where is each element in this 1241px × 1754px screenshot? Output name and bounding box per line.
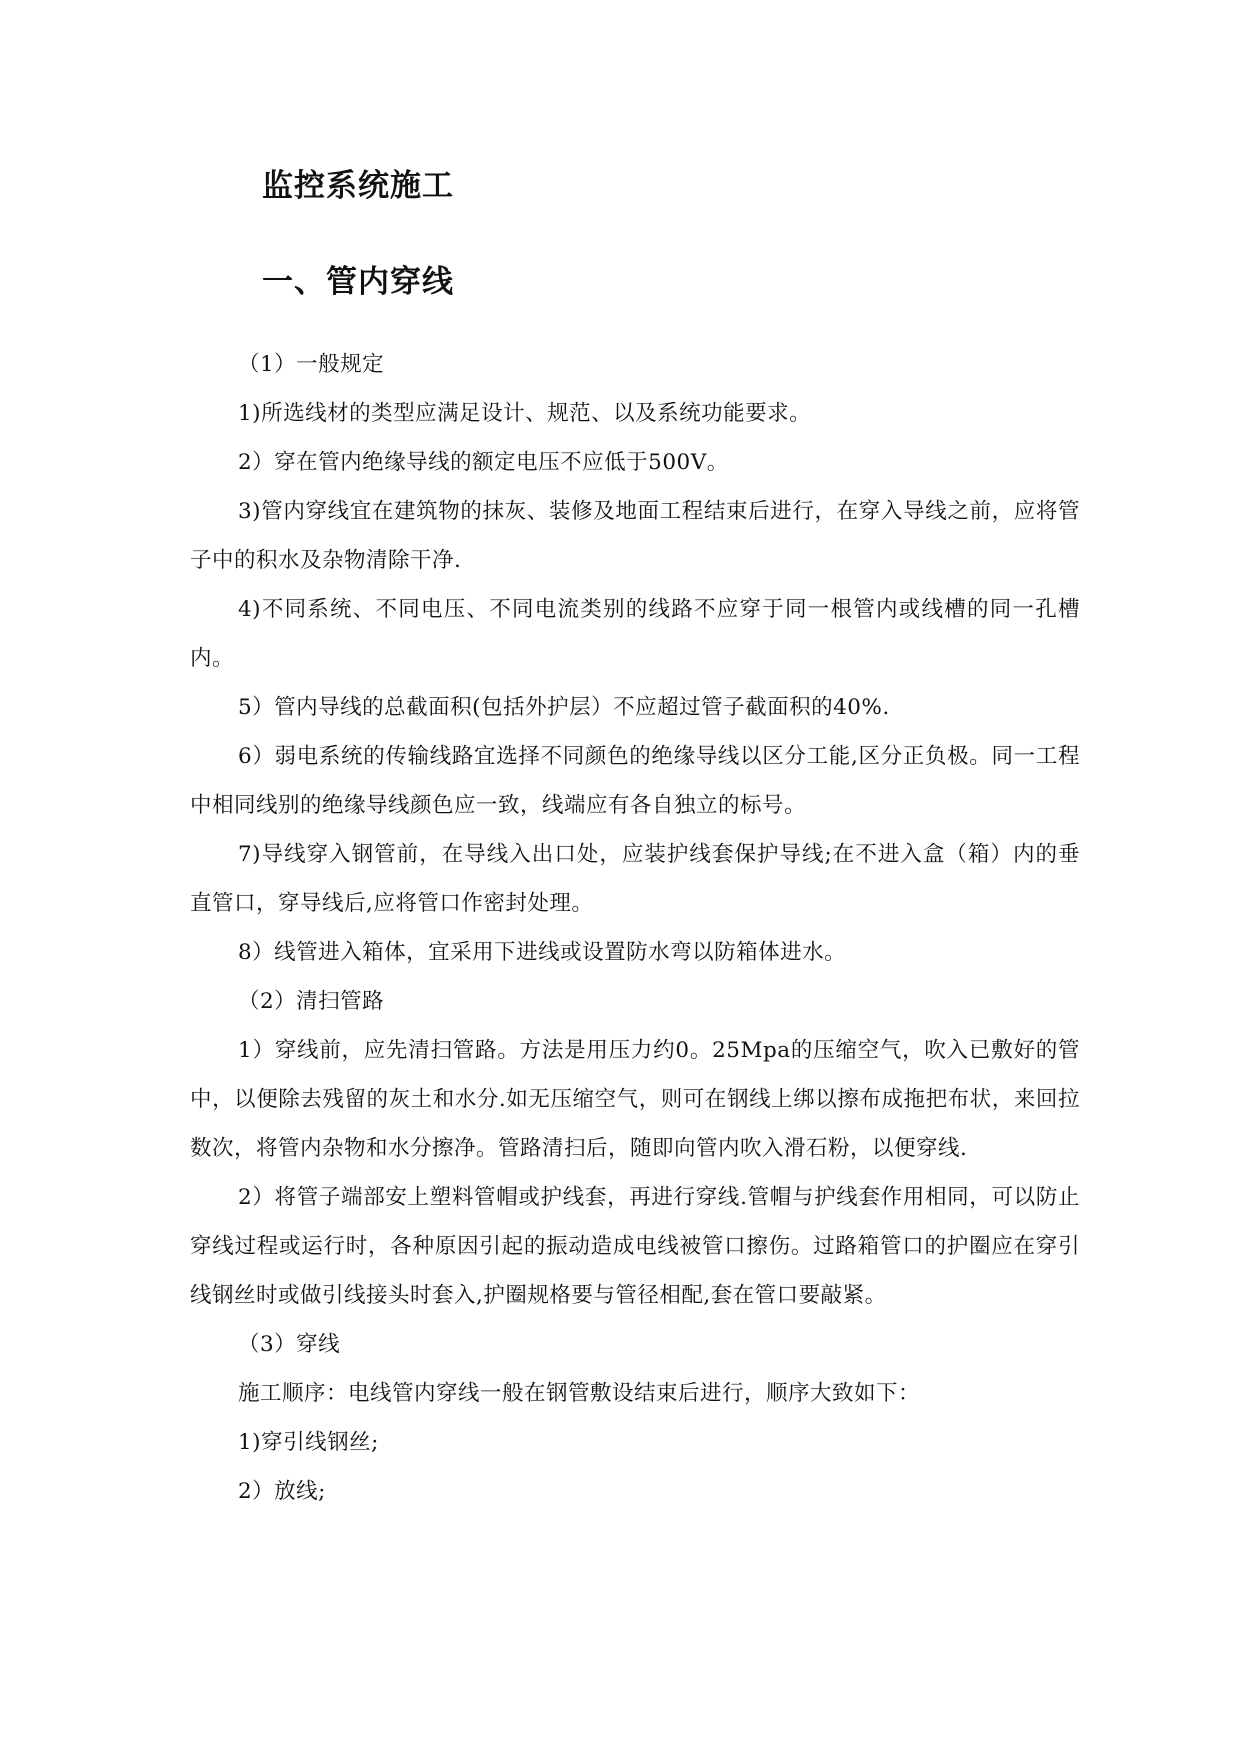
document-body: [190, 340, 1080, 1516]
subsection-heading: （2）清扫管路: [238, 989, 385, 1014]
paragraph: 施工顺序：电线管内穿线一般在钢管敷设结束后进行，顺序大致如下：: [238, 1381, 921, 1406]
paragraph: 7)导线穿入钢管前，在导线入出口处，应装护线套保护导线;在不进入盒（箱）内的垂直管口，穿导线后,应将管口作密封处理。: [190, 842, 1080, 916]
paragraph: 2）放线;: [238, 1479, 326, 1504]
document-title: 监控系统施工: [262, 168, 454, 204]
paragraph: 2）将管子端部安上塑料管帽或护线套，再进行穿线.管帽与护线套作用相同，可以防止穿线过程或运行时，各种原因引起的振动造成电线被管口擦伤。过路箱管口的护圈应在穿引线钢丝时或做引线接头时套入,护圈规格要与管径相配,套在管口要敲紧。: [190, 1185, 1080, 1308]
subsection-heading: （1）一般规定: [238, 352, 385, 377]
paragraph: 8）线管进入箱体，宜采用下进线或设置防水弯以防箱体进水。: [238, 940, 847, 965]
paragraph: 4)不同系统、不同电压、不同电流类别的线路不应穿于同一根管内或线槽的同一孔槽内。: [190, 597, 1080, 671]
subsection-heading: （3）穿线: [238, 1332, 341, 1357]
section-heading: 一、管内穿线: [262, 264, 454, 300]
paragraph: 5）管内导线的总截面积(包括外护层）不应超过管子截面积的40%.: [238, 695, 890, 720]
paragraph: 1)穿引线钢丝;: [238, 1430, 379, 1455]
paragraph: 1）穿线前，应先清扫管路。方法是用压力约0。25Mpa的压缩空气，吹入已敷好的管中，以便除去残留的灰土和水分.如无压缩空气，则可在钢线上绑以擦布成拖把布状，来回拉数次，将管内杂物和水分擦净。管路清扫后，随即向管内吹入滑石粉，以便穿线.: [190, 1038, 1080, 1161]
paragraph: 3)管内穿线宜在建筑物的抹灰、装修及地面工程结束后进行，在穿入导线之前，应将管子中的积水及杂物清除干净.: [190, 499, 1080, 573]
paragraph: 1)所选线材的类型应满足设计、规范、以及系统功能要求。: [238, 401, 812, 426]
paragraph: 6）弱电系统的传输线路宜选择不同颜色的绝缘导线以区分工能,区分正负极。同一工程中相同线别的绝缘导线颜色应一致，线端应有各自独立的标号。: [190, 744, 1080, 818]
paragraph: 2）穿在管内绝缘导线的额定电压不应低于500V。: [238, 450, 729, 475]
